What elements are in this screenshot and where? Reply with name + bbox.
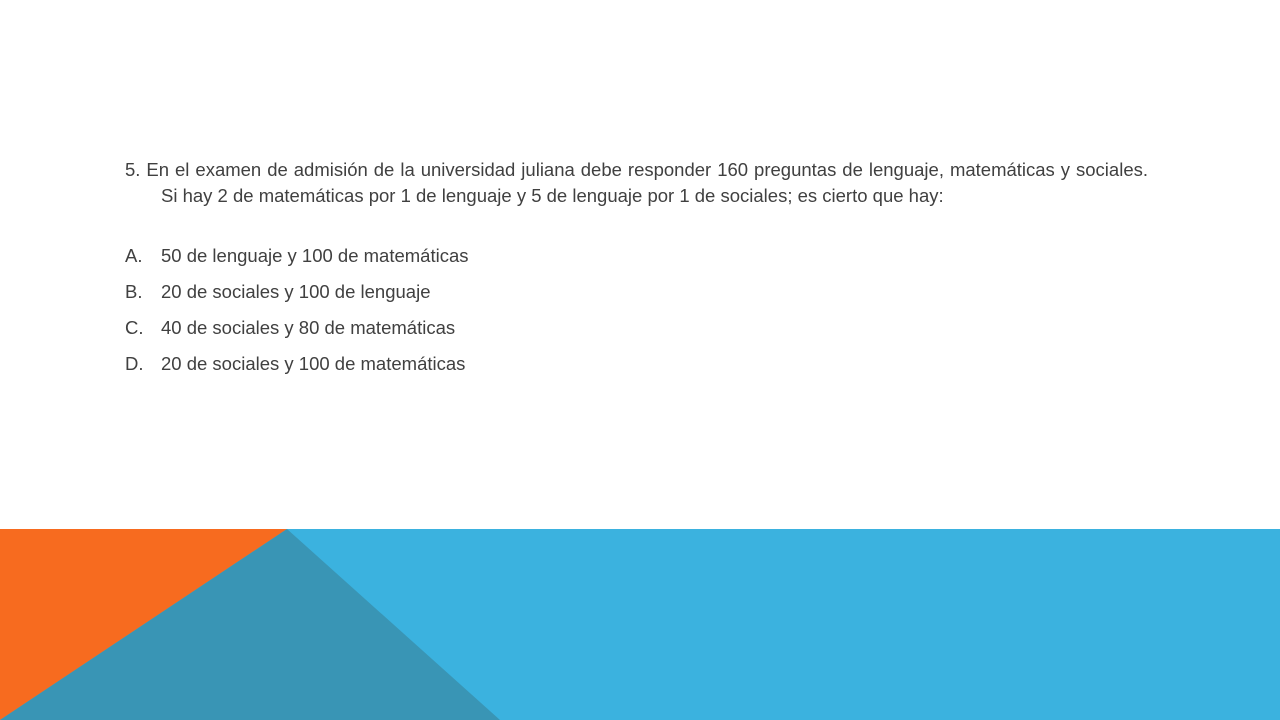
answer-options [125,243,1148,377]
slide-content [125,157,1148,387]
option-d-letter: D. [125,353,144,374]
option-a-text: 50 de lenguaje y 100 de matemáticas [161,245,469,266]
option-a-letter: A. [125,245,143,266]
option-a [125,243,1148,269]
decorative-band [0,529,1280,720]
option-d-text: 20 de sociales y 100 de matemáticas [161,353,466,374]
question-text: 5. En el examen de admisión de la universidad juliana debe responder 160 preguntas de lenguaje, matemáticas y sociales. Si hay 2 de matemáticas por 1 de lenguaje y 5 de lenguaje por 1 de sociales; es cierto que hay: [125,159,1148,206]
option-b [125,279,1148,305]
option-d [125,351,1148,377]
option-b-letter: B. [125,281,143,302]
option-c-text: 40 de sociales y 80 de matemáticas [161,317,456,338]
option-c-letter: C. [125,317,144,338]
option-b-text: 20 de sociales y 100 de lenguaje [161,281,431,302]
option-c [125,315,1148,341]
